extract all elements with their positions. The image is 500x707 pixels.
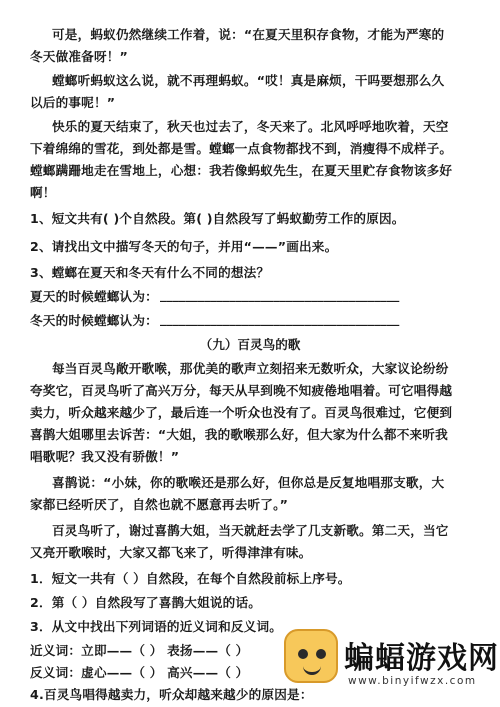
winter-answer-label: 冬天的时候螳螂认为： <box>30 313 158 328</box>
p2-para1-line4: 喜鹊大姐哪里去诉苦：“大姐，我的歌喉那么好，但大家为什么都不来听我 <box>30 427 448 442</box>
watermark-brand: 蝙蝠游戏网 <box>344 641 499 676</box>
winter-answer-blank[interactable]: ______________________________________ <box>160 311 400 326</box>
passage2-title: （九）百灵鸟的歌 <box>199 337 301 352</box>
p2-para2-line1: 喜鹊说：“小妹，你的歌喉还是那么好，但你总是反复地唱那支歌，大 <box>52 475 445 490</box>
p1-para3-line2: 下着绵绵的雪花，到处都是雪。螳螂一点食物都找不到，消瘦得不成样子。 <box>30 141 453 156</box>
p2-para1-line3: 卖力，听众越来越少了，最后连一个听众也没有了。百灵鸟很难过，它便到 <box>30 405 453 420</box>
p1-para3-line4: 啊！ <box>30 185 56 200</box>
p1-para1-line2: 冬天做准备呀！” <box>30 49 129 64</box>
p1-para2-line2: 以后的事呢！” <box>30 95 116 110</box>
q2-synonym-antonym: 3．从文中找出下列词语的近义词和反义词。 <box>30 619 283 634</box>
p2-para1-line5: 唱歌呢？我又没有骄傲！” <box>30 449 180 464</box>
p1-para1-line1: 可是，蚂蚁仍然继续工作着，说：“在夏天里积存食物，才能为严寒的 <box>52 27 445 42</box>
p2-para1-line2: 夸奖它，百灵鸟听了高兴万分，每天从早到晚不知疲倦地唱着。可它唱得越 <box>30 383 453 398</box>
p2-para3-line1: 百灵鸟听了，谢过喜鹊大姐，当天就赶去学了几支新歌。第二天，当它 <box>52 523 449 538</box>
p2-para3-line2: 又亮开歌喉时，大家又都飞来了，听得津津有味。 <box>30 545 312 560</box>
bat-mascot-icon <box>284 629 338 683</box>
p2-para1-line1: 每当百灵鸟敞开歌喉，那优美的歌声立刻招来无数听众，大家议论纷纷 <box>52 361 449 376</box>
q2-reason-question: 4.百灵鸟唱得越卖力，听众却越来越少的原因是： <box>30 687 313 702</box>
p2-para2-line2: 家都已经听厌了，自然也就不愿意再去听了。” <box>30 497 289 512</box>
summer-answer-label: 夏天的时候螳螂认为： <box>30 289 158 304</box>
q2-magpie-paragraph: 2．第（ ）自然段写了喜鹊大姐说的话。 <box>30 595 262 610</box>
summer-answer-blank[interactable]: ______________________________________ <box>160 287 400 302</box>
q2-count-paragraphs: 1．短文一共有（ ）自然段，在每个自然段前标上序号。 <box>30 571 351 586</box>
q1-different-thoughts: 3、螳螂在夏天和冬天有什么不同的想法？ <box>30 265 270 280</box>
p1-para3-line1: 快乐的夏天结束了，秋天也过去了，冬天来了。北风呼呼地吹着，天空 <box>52 119 449 134</box>
watermark-url: www.binyifwzx.com <box>348 675 477 687</box>
p1-para2-line1: 螳螂听蚂蚁这么说，就不再理蚂蚁。“哎！真是麻烦，干吗要想那么久 <box>52 73 445 88</box>
q1-count-paragraphs: 1、短文共有( )个自然段。第( )自然段写了蚂蚁勤劳工作的原因。 <box>30 211 405 226</box>
synonyms-row: 近义词：立即——（ ） 表扬——（ ） <box>30 643 249 658</box>
p1-para3-line3: 螳螂蹒跚地走在雪地上，心想：我若像蚂蚁先生，在夏天里贮存食物该多好 <box>30 163 453 178</box>
q1-winter-sentence: 2、请找出文中描写冬天的句子，并用“——”画出来。 <box>30 239 338 254</box>
antonyms-row: 反义词：虚心——（ ） 高兴——（ ） <box>30 665 249 680</box>
watermark-logo <box>284 627 499 697</box>
